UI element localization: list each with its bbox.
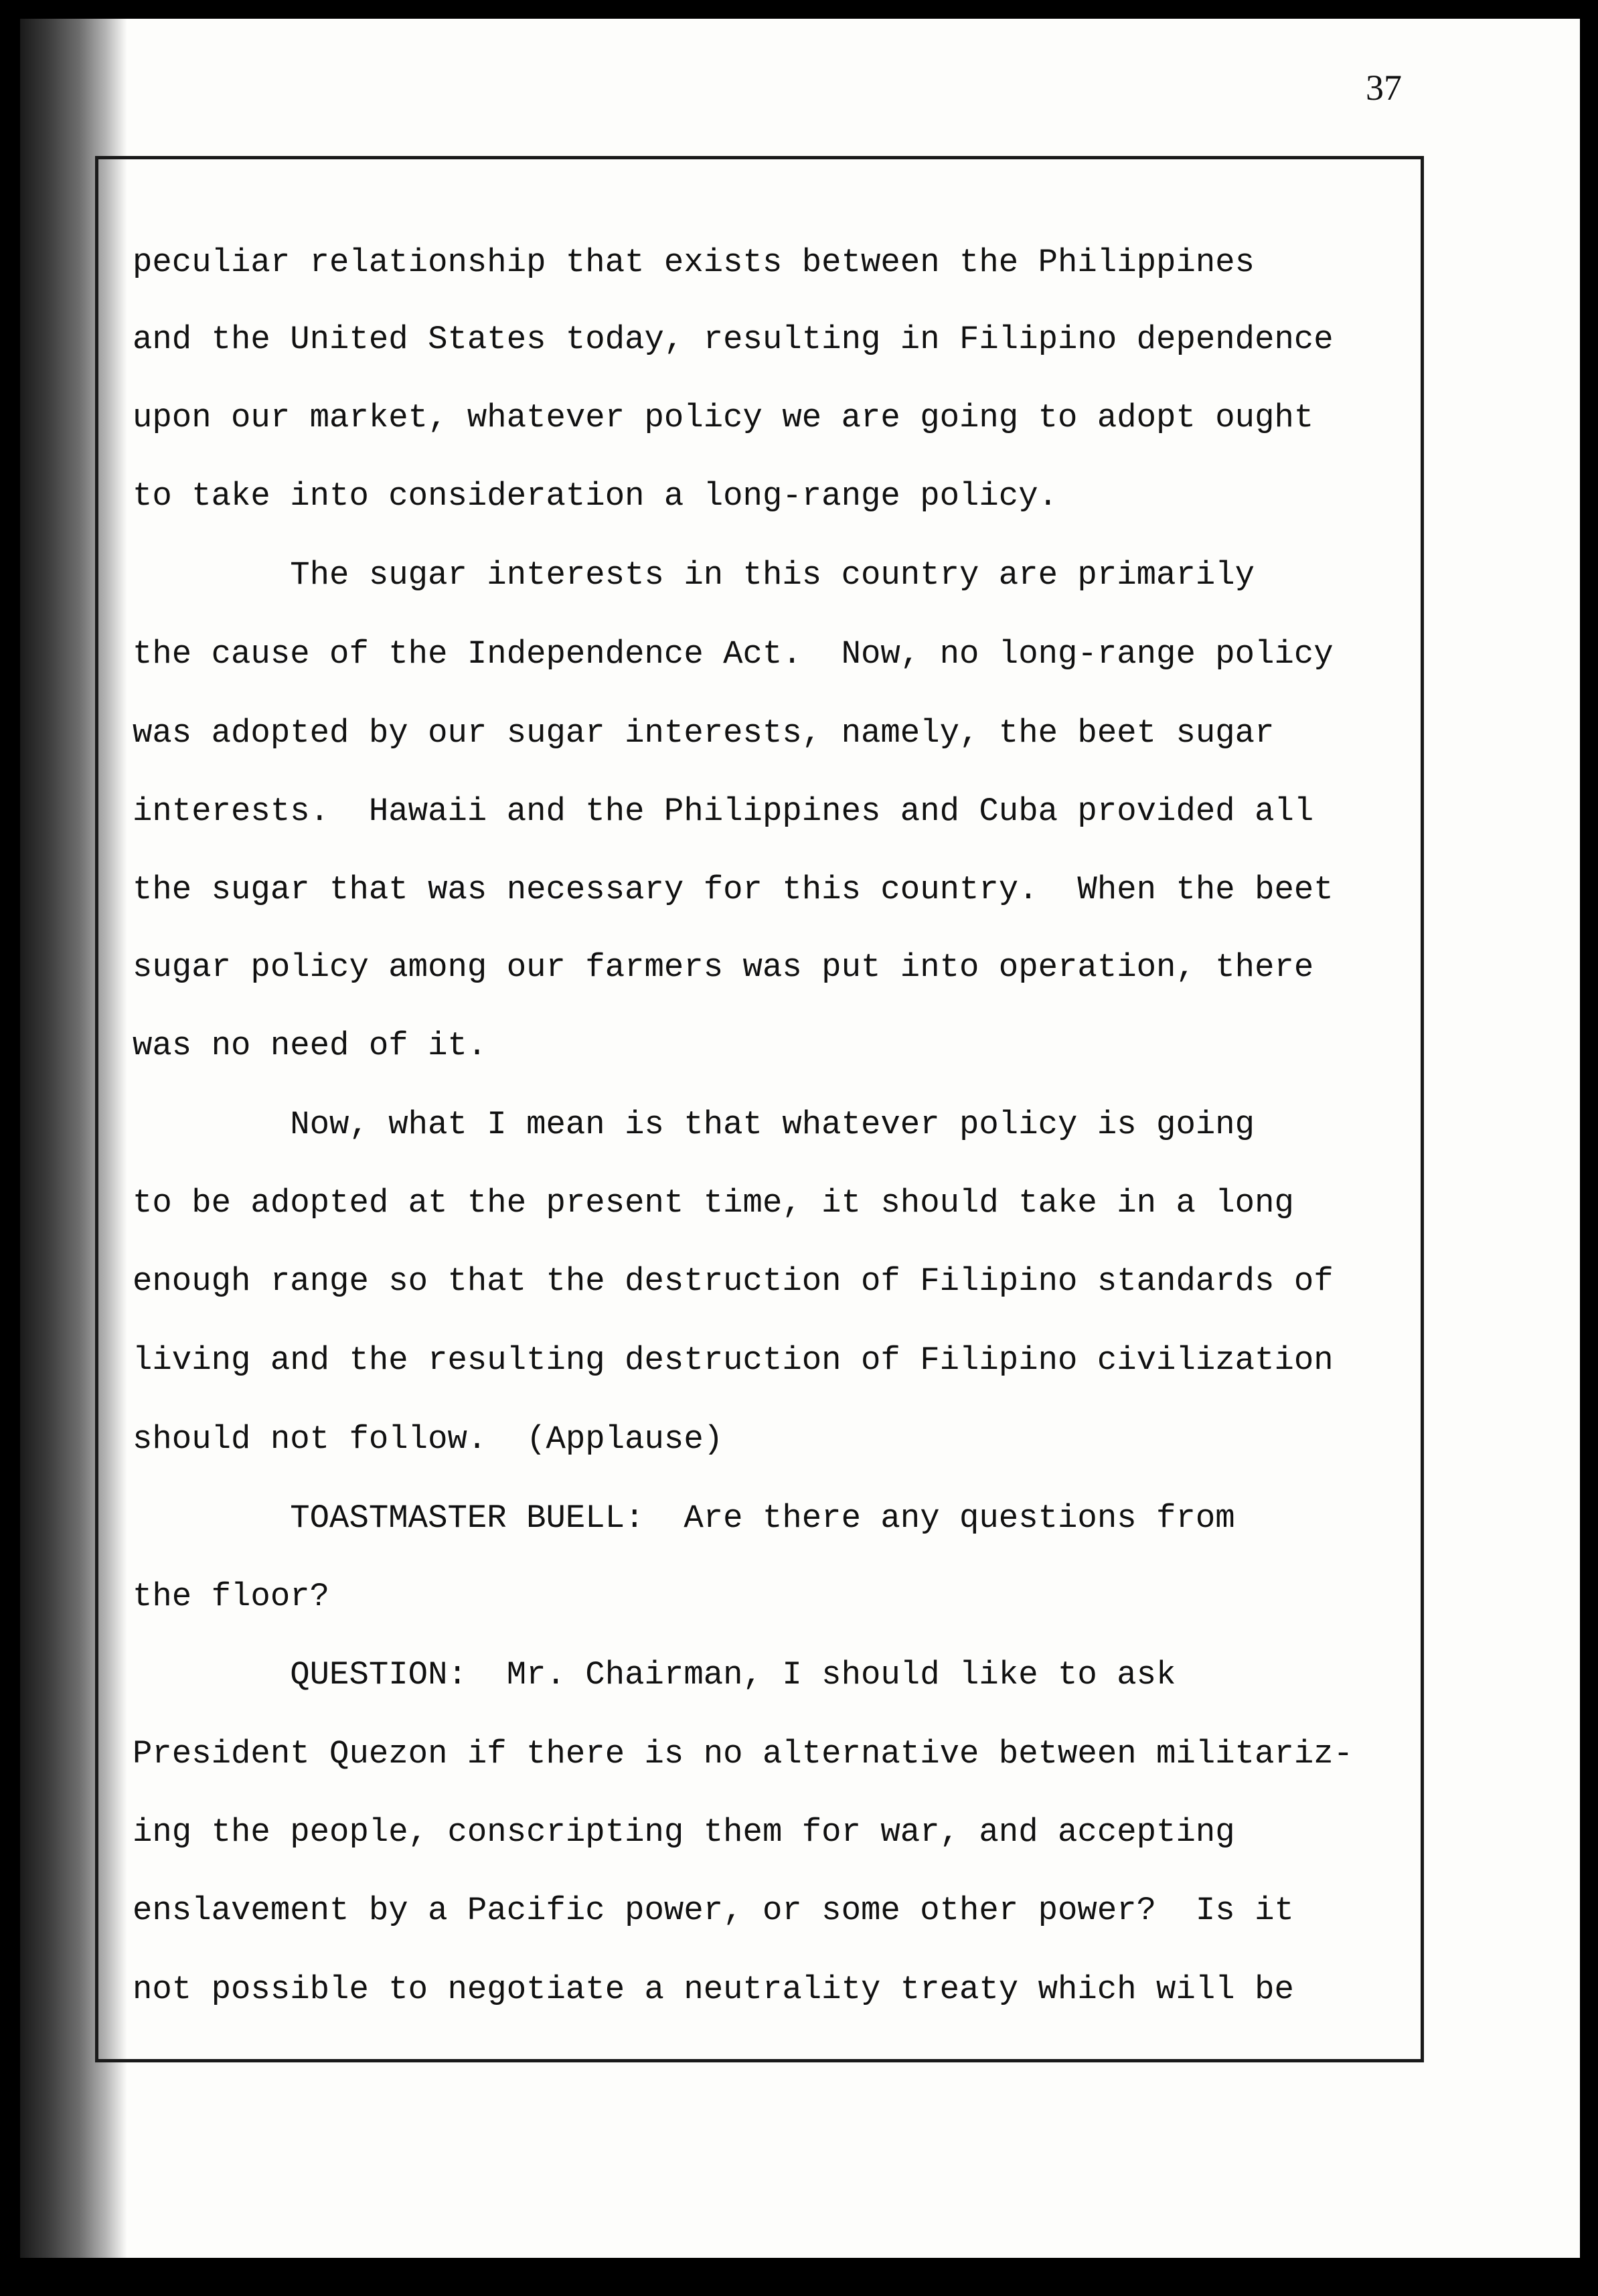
text-line: Now, what I mean is that whatever policy is going [133,1106,1255,1143]
text-line: was no need of it. [133,1027,487,1064]
text-line: The sugar interests in this country are primarily [133,556,1255,594]
text-line: ing the people, conscripting them for war, and accepting [133,1813,1235,1851]
text-line: QUESTION: Mr. Chairman, I should like to ask [133,1656,1176,1694]
text-line: to take into consideration a long-range policy. [133,477,1058,515]
text-line: TOASTMASTER BUELL: Are there any questions from [133,1499,1235,1537]
text-line: and the United States today, resulting in Filipino dependence [133,321,1334,358]
text-line: interests. Hawaii and the Philippines and Cuba provided all [133,793,1314,830]
text-line: the floor? [133,1578,330,1615]
text-line: living and the resulting destruction of Filipino civilization [133,1341,1334,1379]
text-line: President Quezon if there is no alternative between militariz- [133,1735,1354,1773]
page-number: 37 [1366,68,1402,108]
text-line: the cause of the Independence Act. Now, no long-range policy [133,635,1334,673]
text-line: to be adopted at the present time, it should take in a long [133,1184,1294,1222]
text-line: should not follow. (Applause) [133,1420,724,1458]
text-line: peculiar relationship that exists between the Philippines [133,244,1255,281]
text-line: was adopted by our sugar interests, namely, the beet sugar [133,714,1275,752]
text-line: not possible to negotiate a neutrality treaty which will be [133,1971,1294,2008]
text-line: enslavement by a Pacific power, or some other power? Is it [133,1892,1294,1929]
text-line: the sugar that was necessary for this country. When the beet [133,871,1334,908]
text-line: sugar policy among our farmers was put into operation, there [133,949,1314,986]
text-line: upon our market, whatever policy we are going to adopt ought [133,399,1314,436]
text-line: enough range so that the destruction of Filipino standards of [133,1262,1334,1300]
